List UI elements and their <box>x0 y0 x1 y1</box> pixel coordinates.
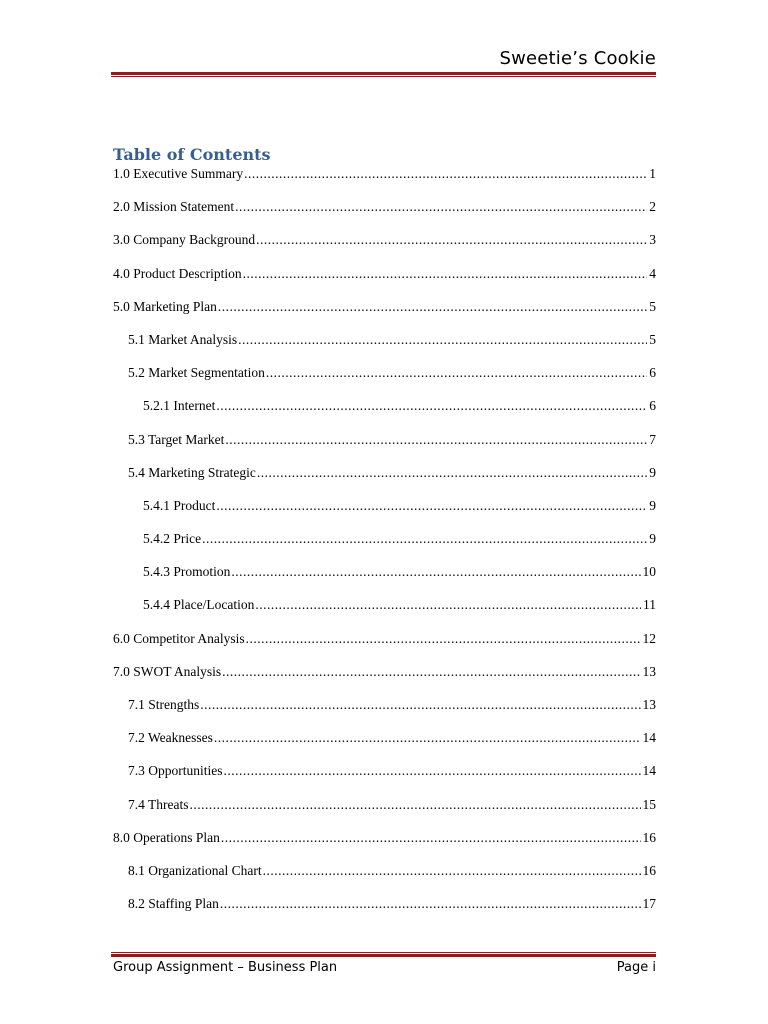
toc-entry[interactable] <box>113 863 656 896</box>
toc-entry-page-number[interactable]: 9 <box>649 531 656 547</box>
toc-entry[interactable] <box>113 232 656 265</box>
toc-entry[interactable] <box>113 763 656 796</box>
toc-entry[interactable] <box>113 597 656 630</box>
toc-dot-leader <box>202 531 647 547</box>
toc-entry[interactable] <box>113 664 656 697</box>
toc-entry-page-number[interactable]: 16 <box>642 862 656 878</box>
header-rule-thin-line <box>111 76 656 77</box>
toc-dot-leader <box>218 299 647 315</box>
toc-entry-label[interactable]: 5.1 Market Analysis <box>128 331 238 347</box>
toc-entry-page-number[interactable]: 1 <box>649 166 656 181</box>
toc-heading: Table of Contents <box>113 145 271 164</box>
toc-entry[interactable] <box>113 432 656 465</box>
toc-entry-page-number[interactable]: 16 <box>642 829 656 845</box>
toc-entry[interactable] <box>113 266 656 299</box>
toc-entry-label[interactable]: 7.3 Opportunities <box>128 763 223 779</box>
toc-entry[interactable] <box>113 830 656 863</box>
toc-entry-label[interactable]: 6.0 Competitor Analysis <box>113 630 245 646</box>
toc-entry-page-number[interactable]: 14 <box>642 763 656 779</box>
toc-entry-page-number[interactable]: 11 <box>643 597 656 613</box>
toc-entry-label[interactable]: 1.0 Executive Summary <box>113 166 244 181</box>
toc-entry-page-number[interactable]: 10 <box>642 564 656 580</box>
toc-entry-label[interactable]: 2.0 Mission Statement <box>113 199 235 215</box>
toc-dot-leader <box>200 697 640 713</box>
toc-entry-page-number[interactable]: 9 <box>649 464 656 480</box>
toc-entry[interactable] <box>113 531 656 564</box>
toc-dot-leader <box>243 266 648 282</box>
toc-dot-leader <box>266 365 647 381</box>
toc-entry-page-number[interactable]: 17 <box>642 896 656 912</box>
toc-entry[interactable] <box>113 564 656 597</box>
toc-dot-leader <box>216 498 647 514</box>
toc-entry-page-number[interactable]: 12 <box>642 630 656 646</box>
toc-entry[interactable] <box>113 465 656 498</box>
footer-page-number: Page i <box>616 960 656 975</box>
toc-entry[interactable] <box>113 365 656 398</box>
toc-dot-leader <box>225 432 647 448</box>
toc-entry-page-number[interactable]: 6 <box>649 365 656 381</box>
footer-document-title: Group Assignment – Business Plan <box>113 960 338 975</box>
toc-entry-page-number[interactable]: 7 <box>649 431 656 447</box>
toc-entry[interactable] <box>113 498 656 531</box>
toc-dot-leader <box>221 830 641 846</box>
toc-entry[interactable] <box>113 332 656 365</box>
toc-dot-leader <box>224 763 641 779</box>
toc-entry-label[interactable]: 7.2 Weaknesses <box>128 730 213 746</box>
toc-entry-label[interactable]: 5.4.2 Price <box>143 531 202 547</box>
toc-dot-leader <box>263 863 641 879</box>
footer-rule-thick-line <box>111 954 656 957</box>
toc-entry-page-number[interactable]: 13 <box>642 663 656 679</box>
header-rule <box>111 72 656 77</box>
toc-entry[interactable] <box>113 166 656 199</box>
toc-entry[interactable] <box>113 697 656 730</box>
toc-entry[interactable] <box>113 631 656 664</box>
toc-entry-label[interactable]: 5.2.1 Internet <box>143 398 216 414</box>
toc-entry-page-number[interactable]: 5 <box>649 298 656 314</box>
toc-entry-label[interactable]: 5.4.1 Product <box>143 497 216 513</box>
toc-dot-leader <box>220 896 641 912</box>
toc-entry-page-number[interactable]: 4 <box>649 265 656 281</box>
toc-entry-page-number[interactable]: 2 <box>649 199 656 215</box>
toc-entry[interactable] <box>113 797 656 830</box>
toc-entry-page-number[interactable]: 3 <box>649 232 656 248</box>
header-title: Sweetie’s Cookie <box>499 48 656 69</box>
toc-entry-page-number[interactable]: 13 <box>642 697 656 712</box>
toc-entry-label[interactable]: 8.2 Staffing Plan <box>128 896 219 912</box>
toc-dot-leader <box>244 166 647 182</box>
header-rule-thick-line <box>111 72 656 75</box>
toc-entry-page-number[interactable]: 5 <box>649 331 656 347</box>
toc-entry-label[interactable]: 5.4 Marketing Strategic <box>128 464 256 480</box>
toc-dot-leader <box>190 797 641 813</box>
toc-entry[interactable] <box>113 896 656 929</box>
footer-rule <box>111 952 656 957</box>
toc-dot-leader <box>222 664 640 680</box>
toc-entry-label[interactable]: 8.1 Organizational Chart <box>128 862 262 878</box>
toc-dot-leader <box>246 631 641 647</box>
toc-entry-label[interactable]: 8.0 Operations Plan <box>113 829 220 845</box>
toc-entry[interactable] <box>113 730 656 763</box>
toc-entry-page-number[interactable]: 15 <box>642 796 656 812</box>
table-of-contents <box>113 166 656 929</box>
toc-dot-leader <box>235 199 647 215</box>
toc-entry-label[interactable]: 7.0 SWOT Analysis <box>113 663 222 679</box>
toc-entry[interactable] <box>113 299 656 332</box>
toc-entry-label[interactable]: 5.4.3 Promotion <box>143 564 231 580</box>
toc-entry[interactable] <box>113 398 656 431</box>
toc-entry-page-number[interactable]: 6 <box>649 398 656 414</box>
toc-dot-leader <box>216 398 647 414</box>
toc-dot-leader <box>255 597 641 613</box>
toc-dot-leader <box>238 332 647 348</box>
toc-entry-page-number[interactable]: 9 <box>649 497 656 513</box>
toc-entry-label[interactable]: 5.2 Market Segmentation <box>128 365 265 381</box>
toc-entry-label[interactable]: 3.0 Company Background <box>113 232 256 248</box>
toc-entry[interactable] <box>113 199 656 232</box>
toc-entry-page-number[interactable]: 14 <box>642 730 656 746</box>
toc-entry-label[interactable]: 7.1 Strengths <box>128 697 200 712</box>
toc-entry-label[interactable]: 4.0 Product Description <box>113 265 242 281</box>
toc-dot-leader <box>256 232 647 248</box>
toc-entry-label[interactable]: 5.4.4 Place/Location <box>143 597 255 613</box>
toc-entry-label[interactable]: 7.4 Threats <box>128 796 189 812</box>
toc-entry-label[interactable]: 5.3 Target Market <box>128 431 225 447</box>
toc-dot-leader <box>214 730 641 746</box>
footer-rule-thin-line <box>111 952 656 953</box>
toc-entry-label[interactable]: 5.0 Marketing Plan <box>113 298 217 314</box>
toc-dot-leader <box>257 465 647 481</box>
toc-dot-leader <box>231 564 640 580</box>
